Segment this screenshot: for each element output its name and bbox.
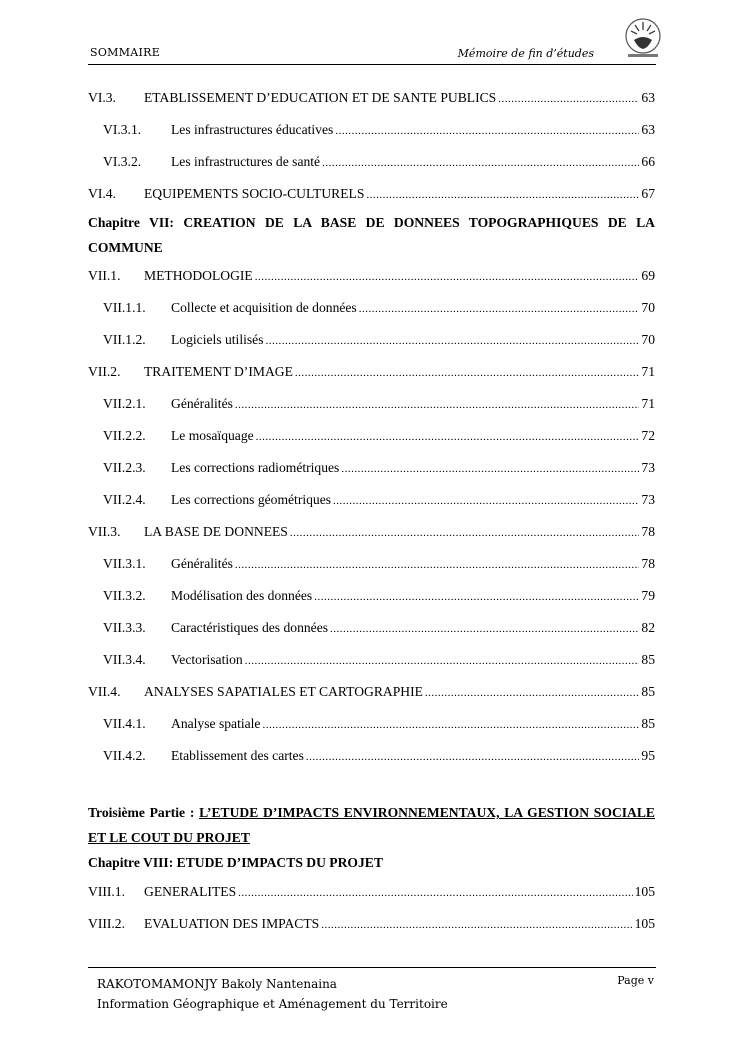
toc-leader-dots [425,684,639,700]
chapter-heading: Chapitre VII: CREATION DE LA BASE DE DONNEES TOPOGRAPHIQUES DE LA COMMUNE [88,215,655,255]
toc-entry-number: VII.4.1. [103,716,146,731]
toc-entry-number: VII.3.3. [103,620,146,635]
toc-leader-dots [366,186,639,202]
toc-entry-page: 63 [641,122,655,137]
toc-entry-page: 78 [641,556,655,571]
toc-entry-title: Logiciels utilisés [171,332,264,347]
toc-entry-number: VII.4. [88,684,121,699]
toc-entry-page: 70 [641,332,655,347]
toc-leader-dots [314,588,639,604]
toc-entry-title: Les infrastructures éducatives [171,122,334,137]
toc-entry-number: VII.3. [88,524,121,539]
toc-entry-page: 105 [634,916,655,931]
toc-entry-title: Les infrastructures de santé [171,154,321,169]
toc-entry-title: Les corrections radiométriques [171,460,340,475]
toc-entry[interactable] [88,740,655,772]
page-header [88,42,656,65]
toc-entry-title: Les corrections géométriques [171,492,332,507]
toc-entry[interactable] [88,178,655,210]
toc-leader-dots [262,716,639,732]
toc-entry[interactable] [88,292,655,324]
toc-entry[interactable] [88,644,655,676]
toc-entry[interactable] [88,676,655,708]
toc-entry-title: LA BASE DE DONNEES [144,524,288,539]
toc-entry-page: 78 [641,524,655,539]
toc-entry-number: VIII.1. [88,884,125,899]
toc-entry-title: Analyse spatiale [171,716,261,731]
header-document-type: Mémoire de fin d’études [457,47,594,60]
toc-leader-dots [341,460,639,476]
toc-entry-number: VII.3.4. [103,652,146,667]
toc-leader-dots [255,268,640,284]
toc-entry-title: Caractéristiques des données [171,620,329,635]
toc-leader-dots [256,428,640,444]
toc-entry[interactable] [88,484,655,516]
page-footer [88,967,656,1011]
part-prefix: Troisième Partie : [88,805,200,820]
toc-entry-number: VI.4. [88,186,116,201]
toc-entry-number: VI.3.1. [103,122,142,137]
toc-entry-title: Modélisation des données [171,588,313,603]
toc-leader-dots [335,122,639,138]
toc-entry-page: 95 [641,748,655,763]
toc-entry-number: VII.1. [88,268,121,283]
toc-leader-dots [245,652,640,668]
toc-entry[interactable] [88,876,655,908]
toc-entry-page: 63 [641,90,655,105]
toc-leader-dots [235,556,640,572]
toc-entry-number: VI.3.2. [103,154,142,169]
header-section-title: SOMMAIRE [90,46,161,59]
toc-entry[interactable] [88,452,655,484]
toc-leader-dots [235,396,640,412]
toc-entry-page: 85 [641,684,655,699]
toc-entry-page: 71 [641,364,655,379]
toc-entry-title: Le mosaïquage [171,428,254,443]
toc-entry-number: VIII.2. [88,916,125,931]
toc-entry-title: ETABLISSEMENT D’EDUCATION ET DE SANTE PUBLICS [144,90,497,105]
toc-entry-number: VI.3. [88,90,116,105]
toc-entry-page: 69 [641,268,655,283]
toc-leader-dots [321,916,632,932]
toc-entry-title: EVALUATION DES IMPACTS [144,916,320,931]
toc-entry-number: VII.4.2. [103,748,146,763]
toc-leader-dots [266,332,640,348]
toc-leader-dots [238,884,632,900]
toc-entry-page: 79 [641,588,655,603]
toc-entry-page: 73 [641,460,655,475]
table-of-contents [88,82,655,940]
toc-entry-title: METHODOLOGIE [144,268,253,283]
toc-entry[interactable] [88,82,655,114]
toc-entry-number: VII.1.2. [103,332,146,347]
toc-entry-title: ANALYSES SAPATIALES ET CARTOGRAPHIE [144,684,423,699]
toc-entry-title: Collecte et acquisition de données [171,300,357,315]
toc-leader-dots [306,748,640,764]
toc-leader-dots [322,154,639,170]
toc-entry-number: VII.2.1. [103,396,146,411]
toc-entry-number: VII.2. [88,364,121,379]
toc-leader-dots [295,364,640,380]
part-title: L’ETUDE D’IMPACTS ENVIRONNEMENTAUX, LA GESTION SOCIALE ET LE COUT DU PROJET [88,805,655,845]
toc-entry-title: Vectorisation [171,652,243,667]
toc-entry-page: 70 [641,300,655,315]
toc-entry[interactable] [88,114,655,146]
toc-entry[interactable] [88,548,655,580]
toc-entry-number: VII.2.3. [103,460,146,475]
toc-block-chapter7 [88,260,655,772]
toc-entry-page: 67 [641,186,655,201]
toc-entry[interactable] [88,388,655,420]
toc-entry-page: 105 [634,884,655,899]
toc-entry-number: VII.2.4. [103,492,146,507]
toc-entry-page: 72 [641,428,655,443]
toc-entry[interactable] [88,908,655,940]
toc-entry[interactable] [88,260,655,292]
toc-entry-title: TRAITEMENT D’IMAGE [144,364,293,379]
toc-entry[interactable] [88,356,655,388]
toc-entry-number: VII.3.2. [103,588,146,603]
part-heading [88,800,655,850]
chapter-heading: Chapitre VIII: ETUDE D’IMPACTS DU PROJET [88,855,383,870]
toc-leader-dots [290,524,640,540]
toc-block-chapter6 [88,82,655,210]
toc-entry-page: 73 [641,492,655,507]
footer-speciality: Information Géographique et Aménagement du Territoire [97,997,448,1011]
toc-entry[interactable] [88,580,655,612]
toc-entry[interactable] [88,612,655,644]
toc-leader-dots [498,90,639,106]
toc-entry-page: 85 [641,652,655,667]
footer-page-number: Page v [617,974,654,987]
toc-entry-number: VII.1.1. [103,300,146,315]
toc-entry[interactable] [88,146,655,178]
footer-author: RAKOTOMAMONJY Bakoly Nantenaina [97,977,337,991]
toc-entry[interactable] [88,324,655,356]
toc-entry-page: 82 [641,620,655,635]
toc-entry-page: 66 [641,154,655,169]
toc-entry[interactable] [88,708,655,740]
toc-entry-title: Généralités [171,396,233,411]
toc-entry-number: VII.2.2. [103,428,146,443]
toc-entry-page: 85 [641,716,655,731]
toc-block-chapter8 [88,876,655,940]
toc-entry-title: EQUIPEMENTS SOCIO-CULTURELS [144,186,365,201]
toc-entry[interactable] [88,420,655,452]
toc-entry-page: 71 [641,396,655,411]
toc-leader-dots [359,300,640,316]
institution-logo-icon [622,16,664,60]
toc-leader-dots [333,492,639,508]
toc-entry-title: GENERALITES [144,884,237,899]
toc-leader-dots [330,620,639,636]
toc-entry-title: Etablissement des cartes [171,748,304,763]
toc-entry-title: Généralités [171,556,233,571]
toc-entry-number: VII.3.1. [103,556,146,571]
toc-entry[interactable] [88,516,655,548]
